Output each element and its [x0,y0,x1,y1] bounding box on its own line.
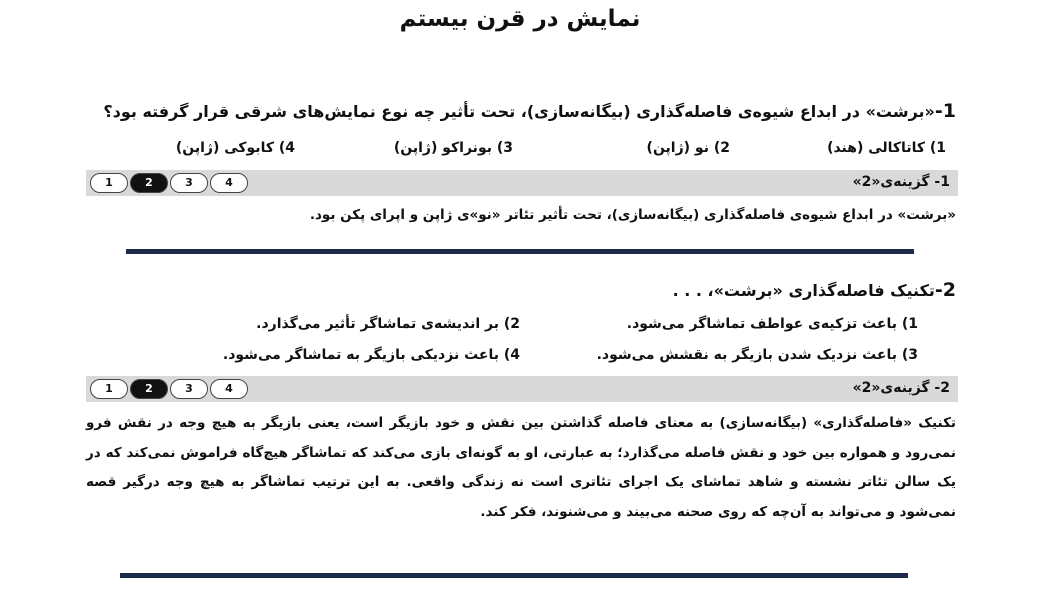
answer-choices-1 [90,173,246,193]
question-2 [673,279,956,301]
question-1 [103,100,956,122]
section-divider [126,249,914,254]
choice-1[interactable]: 1 [90,379,128,399]
choice-2-selected[interactable]: 2 [130,173,168,193]
q1-option-2: 2) نو (ژاپن) [646,140,730,156]
question-1-number: 1- [934,100,956,122]
page-title: نمایش در قرن بیستم [399,6,641,32]
choice-1[interactable]: 1 [90,173,128,193]
q2-option-1: 1) باعث تزکیه‌ی عواطف تماشاگر می‌شود. [626,316,918,332]
question-1-text: «برشت» در ابداع شیوه‌ی فاصله‌گذاری (بیگانه‌سازی)، تحت تأثیر چه نوع نمایش‌های شرقی قرار گرفته بود؟ [103,102,935,121]
choice-3[interactable]: 3 [170,379,208,399]
q1-option-1: 1) کاتاکالی (هند) [827,140,946,156]
choice-3[interactable]: 3 [170,173,208,193]
section-divider [120,573,908,578]
q1-option-3: 3) بونراکو (ژاپن) [393,140,513,156]
choice-4[interactable]: 4 [210,173,248,193]
question-2-number: 2- [934,279,956,301]
q2-option-4: 4) باعث نزدیکی بازیگر به تماشاگر می‌شود. [222,347,520,363]
q2-option-3: 3) باعث نزدیک شدن بازیگر به نقشش می‌شود. [596,347,918,363]
q2-option-2: 2) بر اندیشه‌ی تماشاگر تأثیر می‌گذارد. [256,316,520,332]
choice-4[interactable]: 4 [210,379,248,399]
answer-label-1: 1- گزینه‌ی«2» [852,174,950,190]
answer-bar-2 [86,376,958,402]
answer-bar-1 [86,170,958,196]
question-2-text: تکنیک فاصله‌گذاری «برشت»، . . . [672,281,935,300]
explanation-2: تکنیک «فاصله‌گذاری» (بیگانه‌سازی) به معنای فاصله گذاشتن بین نقش و خود بازیگر است، یعنی بازیگر به هیچ وجه در نقش فرو نمی‌رود و همواره بین خود و نقش فاصله می‌گذارد؛ به عبارتی، او به گونه‌ای بازی می‌کند که تماشاگر هیچ‌گاه فراموش نمی‌کند که در یک سالن تئاتر نشسته و شاهد تماشای یک اجرای تئاتری است نه زندگی واقعی. به این ترتیب تماشاگر به هیچ وجه درگیر قصه نمی‌شود و می‌تواند به آن‌چه که روی صحنه می‌بیند و می‌شنوند، فکر کند. [86,415,956,520]
answer-label-2: 2- گزینه‌ی«2» [852,380,950,396]
q1-option-4: 4) کابوکی (ژاپن) [175,140,295,156]
answer-choices-2 [90,379,246,399]
choice-2-selected[interactable]: 2 [130,379,168,399]
explanation-1: «برشت» در ابداع شیوه‌ی فاصله‌گذاری (بیگانه‌سازی)، تحت تأثیر تئاتر «نو»ی ژاپن و اپرای پکن بود. [309,207,956,223]
